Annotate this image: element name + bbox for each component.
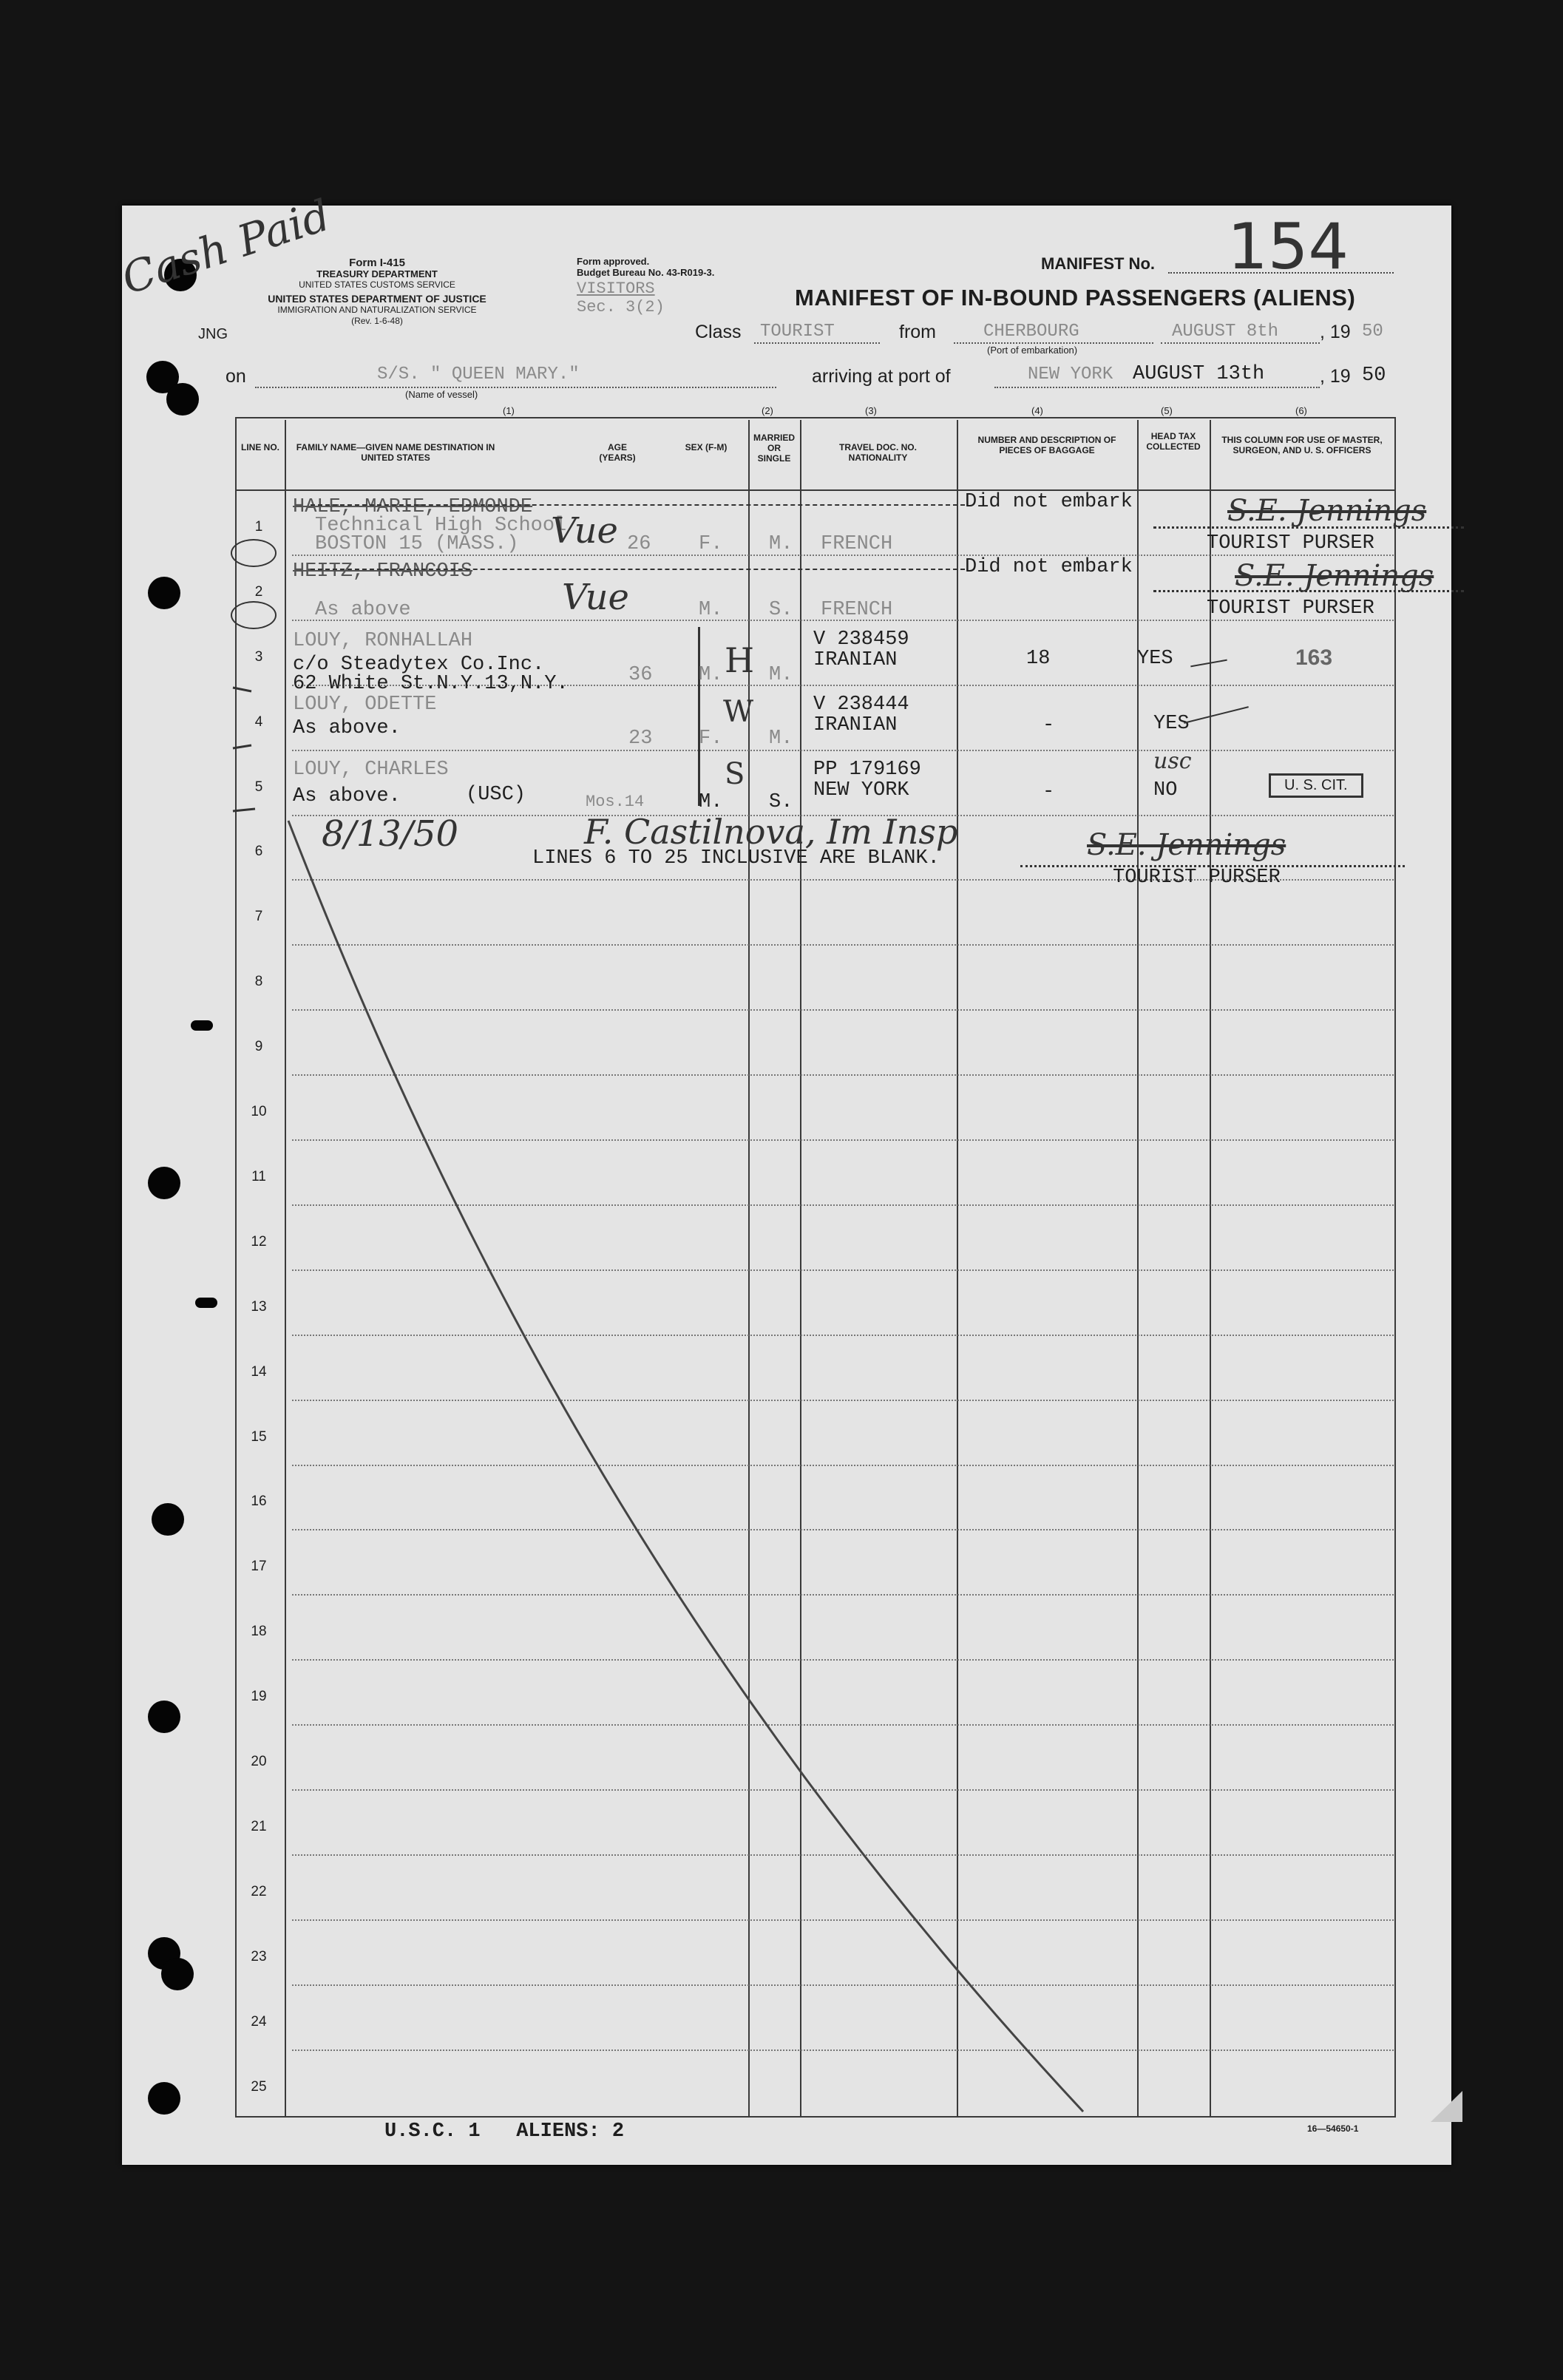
entry-5-doc: PP 179169 [813, 759, 921, 781]
entry-4-baggage: - [1042, 714, 1055, 736]
entry-4-handmark: W [723, 695, 754, 729]
print-code: 16—54650-1 [1307, 2123, 1359, 2134]
entry-3-nationality: IRANIAN [813, 649, 898, 671]
entry-5-usc: (USC) [466, 784, 526, 806]
cancellation-stroke [288, 821, 1083, 2112]
entry-5-age: Mos.14 [586, 793, 645, 811]
clerk-initials: JNG [198, 326, 228, 342]
entry-5-baggage: - [1042, 781, 1055, 803]
column-number-6: (6) [1295, 405, 1307, 416]
inspector-signature: F. Castilnova, Im Insp [584, 812, 958, 852]
entry-2-sex: M. [699, 599, 723, 621]
bracket-stroke [233, 688, 255, 811]
margin-note: Cash Paid [115, 189, 336, 305]
entry-3-destination-2: 62 White St.N.Y.13,N.Y. [293, 673, 569, 695]
department-of-justice: UNITED STATES DEPARTMENT OF JUSTICE [268, 293, 486, 305]
entry-1-name: HALE, MARIE, EDMONDE [293, 496, 533, 518]
arrival-year: 50 [1362, 365, 1386, 387]
customs-service: UNITED STATES CUSTOMS SERVICE [299, 279, 455, 290]
footer-totals: U.S.C. 1 ALIENS: 2 [384, 2120, 625, 2143]
entry-1-nationality: FRENCH [821, 533, 893, 555]
vessel-name: S/S. " QUEEN MARY." [377, 365, 580, 384]
entry-3-name: LOUY, RONHALLAH [293, 630, 473, 652]
entry-4-name: LOUY, ODETTE [293, 694, 437, 716]
line-number: 7 [254, 909, 263, 924]
entry-2-purser: TOURIST PURSER [1207, 597, 1374, 620]
line-number: 25 [251, 2079, 267, 2095]
manifest-number: 154 [1227, 210, 1349, 284]
line-number: 8 [254, 974, 263, 989]
line-number: 13 [251, 1299, 267, 1315]
entry-1-handmark: Vue [551, 510, 618, 552]
line-number: 18 [251, 1624, 267, 1639]
class-value: TOURIST [760, 322, 835, 342]
line-number: 3 [254, 649, 263, 665]
line-number: 4 [254, 714, 263, 730]
entry-5-name: LOUY, CHARLES [293, 759, 449, 781]
line-number: 20 [251, 1754, 267, 1769]
line-number: 24 [251, 2014, 267, 2030]
entry-4-head-tax: YES [1153, 713, 1190, 735]
line-number: 16 [251, 1494, 267, 1509]
line-number: 23 [251, 1949, 267, 1964]
arriving-label: arriving at port of [812, 366, 951, 387]
entry-3-age: 36 [628, 664, 653, 686]
line-number: 2 [254, 584, 263, 600]
arrival-port: NEW YORK [1028, 365, 1113, 384]
entry-2-name: HEITZ, FRANCOIS [293, 560, 473, 583]
on-label: on [226, 366, 246, 387]
entry-3-head-tax: YES [1137, 648, 1173, 670]
header-line-no: LINE NO. [240, 442, 279, 452]
line-number: 6 [254, 844, 263, 859]
column-number-3: (3) [865, 405, 877, 416]
entry-2-status: Did not embark [965, 556, 1133, 578]
treasury-department: TREASURY DEPARTMENT [316, 268, 438, 279]
line-number: 1 [254, 519, 263, 535]
arrival-year-prefix: , 19 [1320, 366, 1351, 387]
column-number-1: (1) [503, 405, 515, 416]
entry-1-destination-1: Technical High School [315, 515, 567, 537]
departure-year: 50 [1362, 322, 1383, 342]
form-number: Form I-415 [349, 257, 405, 269]
us-citizen-stamp: U. S. CIT. [1269, 773, 1363, 798]
line-number: 19 [251, 1689, 267, 1704]
entry-3-officer-number: 163 [1295, 645, 1333, 670]
line-number: 14 [251, 1364, 267, 1380]
entry-5-marital: S. [769, 791, 793, 813]
entry-1-sex: F. [699, 533, 723, 555]
visitors-label: VISITORS [577, 279, 655, 298]
header-married: MARRIED OR SINGLE [753, 433, 795, 464]
entry-1-age: 26 [627, 533, 651, 555]
entry-5-nationality: NEW YORK [813, 779, 909, 801]
line-number: 22 [251, 1884, 267, 1899]
embarkation-port: CHERBOURG [983, 322, 1079, 342]
entry-1-purser-signature: S.E. Jennings [1227, 494, 1427, 528]
entry-1-marital: M. [769, 533, 793, 555]
line-number: 15 [251, 1429, 267, 1445]
header-travel-doc: TRAVEL DOC. NO. NATIONALITY [839, 442, 917, 463]
header-baggage: NUMBER AND DESCRIPTION OF PIECES OF BAGGAGE [977, 435, 1116, 455]
entry-3-destination-1: c/o Steadytex Co.Inc. [293, 654, 545, 676]
vessel-caption: (Name of vessel) [405, 389, 478, 400]
entry-2-purser-signature: S.E. Jennings [1235, 559, 1434, 593]
entry-5-head-tax: NO [1153, 779, 1178, 801]
header-sex: SEX (F-M) [685, 442, 728, 452]
arrival-date: AUGUST 13th [1133, 363, 1265, 385]
from-label: from [899, 322, 936, 342]
line-number: 9 [254, 1039, 263, 1054]
entry-1-destination-2: BOSTON 15 (MASS.) [315, 533, 519, 555]
manifest-number-label: MANIFEST No. [1041, 254, 1155, 273]
entry-1-purser: TOURIST PURSER [1207, 532, 1374, 555]
entry-3-baggage: 18 [1026, 648, 1051, 670]
header-name: FAMILY NAME—GIVEN NAME DESTINATION IN UNITED STATES [296, 442, 495, 463]
column-number-4: (4) [1031, 405, 1043, 416]
entry-4-doc: V 238444 [813, 694, 909, 716]
entry-4-age: 23 [628, 728, 653, 750]
column-number-5: (5) [1161, 405, 1173, 416]
immigration-service: IMMIGRATION AND NATURALIZATION SERVICE [277, 305, 477, 315]
entry-2-destination: As above [315, 599, 411, 621]
paper-corner-fold [1431, 2091, 1462, 2122]
line-number: 21 [251, 1819, 267, 1834]
blank-purser-signature: S.E. Jennings [1087, 828, 1286, 862]
line-number: 5 [254, 779, 263, 795]
inspection-date: 8/13/50 [322, 813, 459, 855]
header-age: AGE (YEARS) [599, 442, 636, 463]
port-caption: (Port of embarkation) [987, 345, 1078, 356]
entry-4-sex: F. [699, 728, 723, 750]
line-number: 10 [251, 1104, 267, 1119]
entry-1-status: Did not embark [965, 491, 1133, 513]
line-number: 11 [251, 1169, 266, 1184]
line-number: 17 [251, 1559, 267, 1574]
manifest-title: MANIFEST OF IN-BOUND PASSENGERS (ALIENS) [795, 285, 1356, 311]
entry-3-sex: M. [699, 664, 723, 686]
section-label: Sec. 3(2) [577, 298, 665, 316]
entry-3-marital: M. [769, 664, 793, 686]
budget-bureau: Budget Bureau No. 43-R019-3. [577, 267, 715, 278]
blank-purser: TOURIST PURSER [1113, 867, 1281, 889]
entry-4-marital: M. [769, 728, 793, 750]
column-number-2: (2) [762, 405, 773, 416]
entry-4-destination: As above. [293, 717, 401, 739]
entry-5-handmark: S [725, 757, 745, 791]
header-head-tax: HEAD TAX COLLECTED [1146, 431, 1201, 452]
revision-date: (Rev. 1-6-48) [351, 316, 403, 326]
entry-3-handmark: H [725, 640, 755, 680]
header-officers: THIS COLUMN FOR USE OF MASTER, SURGEON, AND U. S. OFFICERS [1221, 435, 1383, 455]
entry-2-handmark: Vue [562, 577, 629, 618]
departure-date: AUGUST 8th [1172, 322, 1279, 342]
blank-lines-note: LINES 6 TO 25 INCLUSIVE ARE BLANK. [532, 847, 940, 869]
entry-2-nationality: FRENCH [821, 599, 893, 621]
entry-3-doc: V 238459 [813, 628, 909, 651]
line-number: 12 [251, 1234, 267, 1250]
form-approved: Form approved. [577, 256, 650, 267]
entry-5-sex: M. [699, 791, 723, 813]
class-label: Class [695, 322, 742, 342]
entry-5-destination: As above. [293, 785, 401, 807]
departure-year-prefix: , 19 [1320, 322, 1351, 342]
entry-4-nationality: IRANIAN [813, 714, 898, 736]
entry-5-head-tax-note: usc [1153, 748, 1192, 774]
entry-2-marital: S. [769, 599, 793, 621]
